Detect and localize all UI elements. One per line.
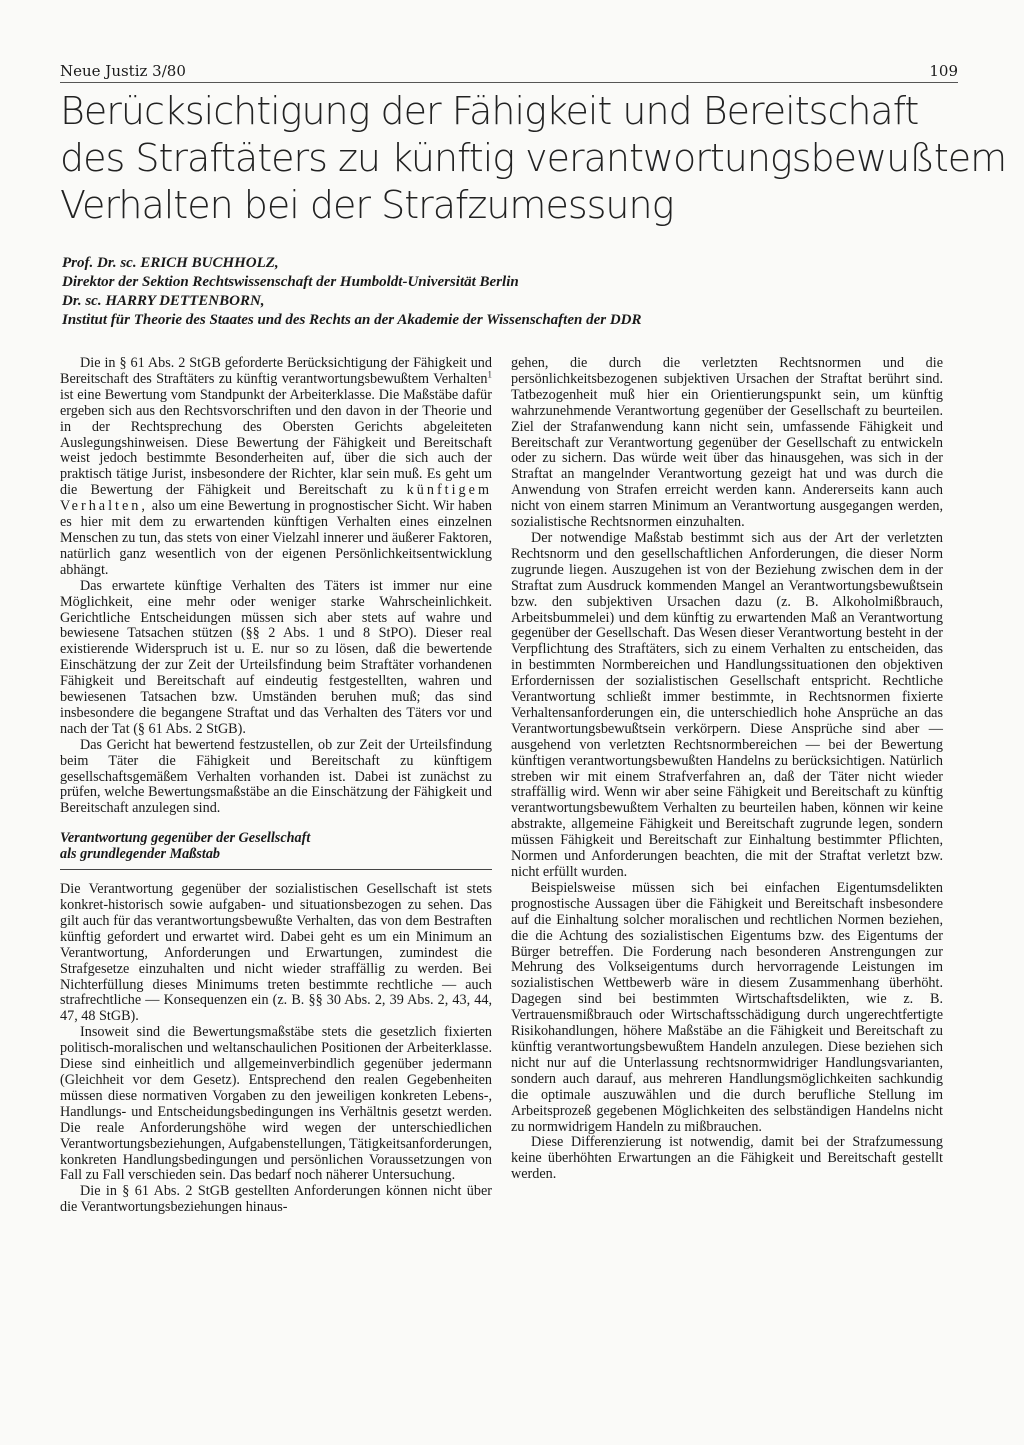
header-rule — [60, 82, 958, 83]
emphasized-text: künftigem Verhalten, — [60, 482, 492, 515]
footnote-marker: 1 — [487, 369, 492, 380]
title-line: Berücksichtigung der Fähigkeit und Bereitschaft — [60, 89, 919, 133]
paragraph: Beispielsweise müssen sich bei einfachen Eigentumsdelikten prognostische Aussagen über die Fähigkeit und Bereitschaft insbesondere auf die Einhaltung solcher moralischen und rechtlichen Normen beziehen, die die Achtung des sozialistischen Eigentums bzw. des Eigentums der Bürger betreffen. Die Forderung nach besonderen Anstrengungen zur Mehrung des Volkseigentums durch hervorragende Leistungen im sozialistischen Wettbewerb wäre in diesem Zusammenhang überhöht. Dagegen sind bei bestimmten Wirtschaftsdelikten, wie z. B. Vertrauensmißbrauch oder Wirtschaftsschädigung durch ungerechtfertigte Risikohandlungen, höhere Maßstäbe an die Fähigkeit und Bereitschaft zu künftig verantwortungsbewußtem Handeln anzulegen. Diese beziehen sich nicht nur auf die Unterlassung rechtsnormwidriger Handlungsvarianten, sondern auch darauf, aus mehreren Handlungsmöglichkeiten sachkundig die optimale auszuwählen und die durch berufliche Stellung im Arbeitsprozeß gegebenen Möglichkeiten des selbständigen Handelns nicht zu normwidrigem Handeln zu mißbrauchen. — [511, 879, 943, 1135]
author-name: Dr. sc. HARRY DETTENBORN, — [62, 293, 265, 309]
article-title — [60, 88, 1007, 229]
right-column — [511, 356, 943, 1183]
author-affiliation: Institut für Theorie des Staates und des Rechts an der Akademie der Wissenschaften der DDR — [62, 312, 642, 328]
paragraph: Die Verantwortung gegenüber der sozialistischen Gesellschaft ist stets konkret-historisch sowie aufgaben- und situationsbezogen zu sehen. Das gilt auch für das verantwortungsbewußte Verhalten, das von dem Bestraften künftig gefordert und erwartet wird. Dabei geht es um ein Minimum an Verantwortung, Anforderungen und Erwartungen, zumindest die Strafgesetze einzuhalten und nicht wieder straffällig zu werden. Bei Nichterfüllung dieses Minimums treten bestimmte rechtliche — auch strafrechtliche — Konsequenzen ein (z. B. §§ 30 Abs. 2, 39 Abs. 2, 43, 44, 47, 48 StGB). — [60, 881, 492, 1025]
author-name: Prof. Dr. sc. ERICH BUCHHOLZ, — [62, 255, 279, 271]
author-affiliation: Direktor der Sektion Rechtswissenschaft der Humboldt-Universität Berlin — [62, 274, 519, 290]
journal-issue: Neue Justiz 3/80 — [60, 62, 186, 80]
page-number: 109 — [929, 62, 958, 80]
paragraph: Insoweit sind die Bewertungsmaßstäbe stets die gesetzlich fixierten politisch-moralischen und weltanschaulichen Positionen der Arbeiterklasse. Diese sind einheitlich und allgemeinverbindlich gegenüber jedermann (Gleichheit vor dem Gesetz). Entsprechend den realen Gegebenheiten müssen diese normativen Vorgaben zu den jeweiligen konkreten Lebens-, Handlungs- und Entscheidungsbedingungen ins Verhältnis gesetzt werden. Die reale Anforderungshöhe wird wegen der unterschiedlichen Verantwortungsbeziehungen, Aufgabenstellungen, Tätigkeitsanforderungen, konkreten Handlungsbedingungen und persönlichen Voraussetzungen von Fall zu Fall verschieden sein. Das bedarf noch näherer Untersuchung. — [60, 1024, 492, 1184]
paragraph: Die in § 61 Abs. 2 StGB geforderte Berücksichtigung der Fähigkeit und Bereitschaft des Straftäters zu künftig verantwortungsbewußtem Verhalten$^1$ ist eine Bewertung vom Standpunkt der Arbeiterklasse. Die Maßstäbe dafür ergeben sich aus den Rechtsvorschriften und den davon in der Theorie und in der Rechtsprechung des Obersten Gerichts abgeleiteten Auslegungshinweisen. Diese Bewertung der Fähigkeit und Bereitschaft weist jedoch bestimmte Besonderheiten auf, über die sich auch der praktisch tätige Jurist, insbesondere der Richter, klar sein muß. Es geht um die Bewertung der Fähigkeit und Bereitschaft zu künftigem Verhalten, also um eine Bewertung in prognostischer Sicht. Wir haben es hier mit dem zu erwartenden künftigen Verhalten eines einzelnen Menschen zu tun, das stets von einer Vielzahl innerer und äußerer Faktoren, natürlich ganz wesentlich von der eigenen Persönlichkeitsentwicklung abhängt. — [60, 355, 492, 578]
author-block — [62, 254, 962, 330]
paragraph: Diese Differenzierung ist notwendig, damit bei der Strafzumessung keine überhöhten Erwartungen an die Fähigkeit und Bereitschaft gestellt werden. — [511, 1134, 943, 1183]
paragraph: Die in § 61 Abs. 2 StGB gestellten Anforderungen können nicht über die Verantwortungsbeziehungen hinaus- — [60, 1183, 492, 1216]
left-column — [60, 356, 492, 1216]
title-line: des Straftäters zu künftig verantwortungsbewußtem — [60, 136, 1007, 180]
section-subheading: Verantwortung gegenüber der Gesellschaft als grundlegender Maßstab — [60, 831, 492, 870]
paragraph: Das erwartete künftige Verhalten des Täters ist immer nur eine Möglichkeit, eine mehr oder weniger starke Wahrscheinlichkeit. Gerichtliche Entscheidungen müssen sich aber stets auf wahre und bewiesene Tatsachen stützen (§§ 2 Abs. 1 und 8 StPO). Dieser real existierende Widerspruch ist u. E. nur so zu lösen, daß die bewertende Einschätzung der zur Zeit der Urteilsfindung beim Straftäter vorhandenen Fähigkeit und Bereitschaft auf eindeutig festgestellten, wahren und bewiesenen Tatsachen bzw. Umständen beruhen muß; das sind insbesondere die begangene Straftat und das Verhalten des Täters vor und nach der Tat (§ 61 Abs. 2 StGB). — [60, 577, 492, 737]
paragraph: Der notwendige Maßstab bestimmt sich aus der Art der verletzten Rechtsnorm und den gesellschaftlichen Anforderungen, die dieser Norm zugrunde liegen. Auszugehen ist von der Beziehung zwischen dem in der Straftat zum Ausdruck kommenden Mangel an Verantwortungsbewußtsein bzw. den subjektiven Ursachen dazu (z. B. Alkoholmißbrauch, Arbeitsbummelei) und dem künftig zu erwartenden Maß an Verantwortung gegenüber der Gesellschaft. Das Wesen dieser Verantwortung besteht in der Verpflichtung des Straftäters, sich zu einem Verhalten zu entscheiden, das in bestimmten Normbereichen und Handlungssituationen den objektiven Erfordernissen der sozialistischen Gesellschaft entspricht. Rechtliche Verantwortung schließt immer bestimmte, in Rechtsnormen fixierte Verhaltensanforderungen ein, die unterschiedlich hohe Ansprüche an das Verantwortungsbewußtsein verkörpern. Diese Ansprüche sind aber — ausgehend von verletzten Rechtsnormbereichen — bei der Bewertung künftigen verantwortungsbewußten Handelns zu berücksichtigen. Natürlich streben wir mit einem Strafverfahren an, daß der Täter nicht wieder straffällig wird. Wenn wir aber seine Fähigkeit und Bereitschaft zu künftig verantwortungsbewußtem Verhalten zu beurteilen haben, können wir keine abstrakte, allgemeine Fähigkeit und Bereitschaft zugrunde legen, sondern müssen Fähigkeit und Bereitschaft zur Einhaltung bestimmter Pflichten, Normen und Anforderungen beachten, die mit der Straftat verletzt bzw. nicht erfüllt wurden. — [511, 529, 943, 880]
title-line: Verhalten bei der Strafzumessung — [60, 183, 674, 227]
paragraph: Das Gericht hat bewertend festzustellen, ob zur Zeit der Urteilsfindung beim Täter die Fähigkeit und Bereitschaft zu künftigem gesellschaftsgemäßem Verhalten vorhanden ist. Dabei ist zunächst zu prüfen, welche Bewertungsmaßstäbe an die Einschätzung der Fähigkeit und Bereitschaft anzulegen sind. — [60, 736, 492, 817]
paragraph: gehen, die durch die verletzten Rechtsnormen und die persönlichkeitsbezogenen subjektiven Ursachen der Straftat berührt sind. Tatbezogenheit muß hier ein Orientierungspunkt sein, um künftig wahrzunehmende Verantwortung gegenüber der Gesellschaft zu beurteilen. Ziel der Strafanwendung kann nicht sein, umfassende Fähigkeit und Bereitschaft zur Verantwortung gegenüber der Gesellschaft zu entwickeln oder zu sichern. Das würde weit über das hinausgehen, was sich in der Straftat an mangelnder Verantwortung gezeigt hat und was durch die Anwendung von Strafen erreicht werden kann. Andererseits kann auch nicht von einem starren Minimum an Verantwortung ausgegangen werden, sozialistische Rechtsnormen einzuhalten. — [511, 355, 943, 531]
running-header — [60, 62, 960, 80]
